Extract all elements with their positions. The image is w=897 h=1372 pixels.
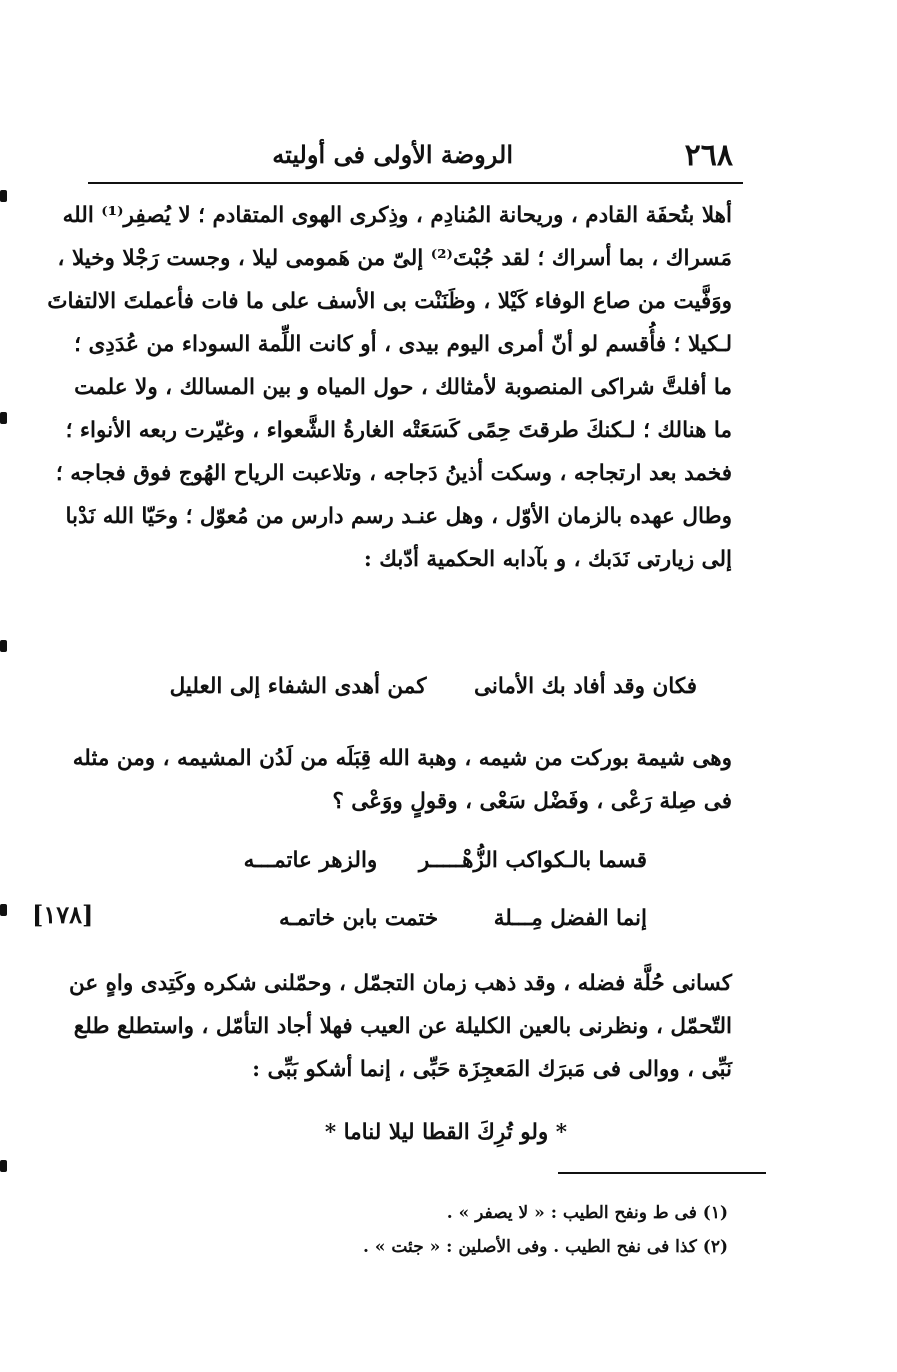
text-line: ما هنالك ؛ لـكنكَ طرقتَ حِمًى كَسَعَتْه الغارةُ الشَّعواء ، وغيّرت ربعه الأنواء ؛	[65, 418, 732, 443]
verse-hemistich-right: قسما بالـكواكب الزُّهْـــــر	[418, 848, 647, 873]
running-title: الروضة الأولى فى أوليته	[272, 140, 513, 169]
verse-2-line-2	[279, 906, 647, 931]
text-line: التّحمّل ، ونظرنى بالعين الكليلة عن العيب فهلا أجاد التأمّل ، واستطلع طلع	[73, 1014, 732, 1039]
paragraph-3	[68, 962, 732, 1091]
edge-mark	[0, 412, 7, 424]
verse-hemistich-left: ختمت بابن خاتمـه	[278, 906, 439, 931]
footnote-2: (٢) كذا فى نفح الطيب . وفى الأصلين : « جئت » .	[362, 1237, 728, 1257]
text-line: أهلا بتُحفَة القادم ، وريحانة المُنادِم ، وذِكرى الهوى المتقادم ؛ لا يُصفِر⁽¹⁾ الله	[62, 203, 732, 228]
verse-hemistich-left: والزهر عاتمـــه	[243, 848, 378, 873]
text-line: مَسراك ، بما أسراك ؛ لقد جُبْتَ⁽²⁾ إلىّ من هَمومى ليلا ، وجست رَجْلا وخيلا ،	[57, 246, 732, 271]
text-line: فى صِلة رَعْى ، وفَضْل سَعْى ، وقولٍ ووَعْى ؟	[332, 789, 732, 814]
verse-hemistich-right: فكان وقد أفاد بك الأمانى	[473, 674, 697, 699]
footnote-1: (١) فى ط ونفح الطيب : « لا يصفر » .	[446, 1203, 728, 1223]
text-line: ووَفَّيت من صاع الوفاء كَيْلا ، وظَنَنْت بى الأسف على ما فات فأعملتَ الالتفاتَ	[47, 289, 732, 314]
edge-mark	[0, 640, 7, 652]
edge-mark	[0, 190, 7, 202]
text-line: ما أفلتَّ شراكى المنصوبة لأمثالك ، حول المياه و بين المسالك ، ولا علمت	[74, 375, 732, 400]
verse-hemistich-left: كمن أهدى الشفاء إلى العليل	[169, 674, 427, 699]
verse-hemistich-right: إنما الفضل مِـــلة	[493, 906, 647, 931]
footnotes	[300, 1196, 728, 1264]
page-number: ٢٦٨	[684, 138, 733, 173]
edge-mark	[0, 1160, 7, 1172]
header-rule	[88, 182, 743, 184]
page-header	[88, 138, 743, 178]
text-line: كسانى حُلَّة فضله ، وقد ذهب زمان التجمّل ، وحمّلنى شكره وكَتِدى واهٍ عن	[68, 971, 732, 996]
verse-1	[170, 674, 697, 699]
manuscript-folio-reference: [١٧٨]	[32, 900, 94, 929]
text-line: إلى زيارتى نَدَبك ، و بآدابه الحكمية أدّبك :	[363, 547, 732, 572]
closing-verse: * ولو تُرِكَ القطا ليلا لناما *	[324, 1120, 567, 1145]
verse-2-line-1	[244, 848, 647, 873]
edge-mark	[0, 904, 7, 916]
footnote-rule	[558, 1172, 766, 1174]
text-line: نَبِّى ، ووالى فى مَبرَك المَعجِزَة حَبِّى ، إنما أشكو بَبِّى :	[252, 1057, 732, 1082]
text-line: لـكيلا ؛ فأُقسم لو أنّ أمرى اليوم بيدى ، أو كانت اللِّمة السوداء من عُدَدِى ؛	[74, 332, 732, 357]
paragraph-1	[47, 194, 732, 581]
text-line: وطال عهده بالزمان الأوّل ، وهل عنـد رسم دارس من مُعوّل ؛ وحَيّا الله نَدْبا	[65, 504, 732, 529]
text-line: فخمد بعد ارتجاجه ، وسكت أذينُ دَجاجه ، وتلاعبت الرياح الهُوج فوق فجاجه ؛	[55, 461, 732, 486]
text-line: وهى شيمة بوركت من شيمه ، وهبة الله قِبَلَه من لَدُن المشيمه ، ومن مثله	[72, 746, 732, 771]
paragraph-2	[72, 737, 732, 823]
